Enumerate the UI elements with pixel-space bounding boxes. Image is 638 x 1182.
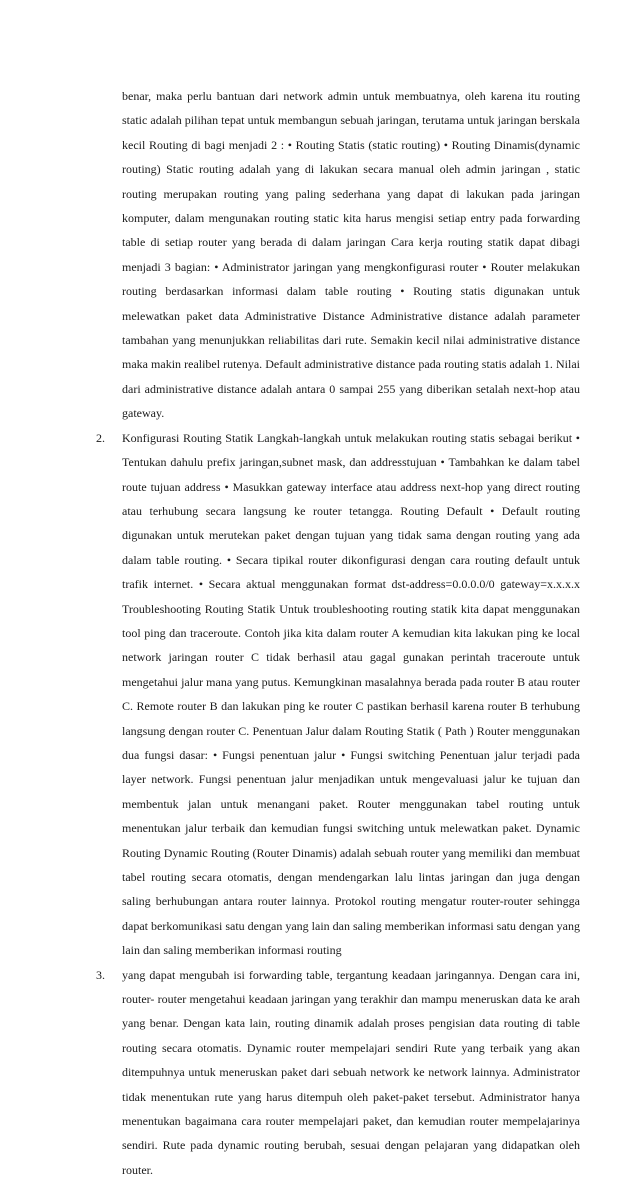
list-item-text: yang dapat mengubah isi forwarding table, tergantung keadaan jaringannya. Dengan cara ini, router- router mengetahui keadaan jaringan yang terakhir dan mampu meneruskan data ke arah yang benar. Dengan kata lain, routing dinamik adalah proses pengisian data routing di table routing secara otomatis. Dynamic router mempelajari sendiri Rute yang terbaik yang akan ditempuhnya untuk meneruskan paket dari sebuah network ke network lainnya. Administrator tidak menentukan rute yang harus ditempuh oleh paket-paket tersebut. Administrator hanya menentukan bagaimana cara router mempelajari paket, dan kemudian router mempelajarinya sendiri. Rute pada dynamic routing berubah, sesuai dengan pelajaran yang didapatkan oleh router. xyxy=(122,967,580,1177)
numbered-list xyxy=(96,426,580,1182)
document-body xyxy=(96,84,580,1182)
list-item-3 xyxy=(96,963,580,1182)
list-item-text: Konfigurasi Routing Statik Langkah-langkah untuk melakukan routing statis sebagai berikut • Tentukan dahulu prefix jaringan,subnet mask, dan addresstujuan • Tambahkan ke dalam tabel route tujuan address • Masukkan gateway interface atau address next-hop yang direct routing atau terhubung secara langsung ke router tetangga. Routing Default • Default routing digunakan untuk merutekan paket dengan tujuan yang tidak sama dengan routing yang ada dalam table routing. • Secara tipikal router dikonfigurasi dengan cara routing default untuk trafik internet. • Secara aktual menggunakan format dst-address=0.0.0.0/0 gateway=x.x.x.x Troubleshooting Routing Statik Untuk troubleshooting routing statik kita dapat menggunakan tool ping dan traceroute. Contoh jika kita dalam router A kemudian kita lakukan ping ke local network jaringan router C tidak berhasil atau gagal gunakan perintah traceroute untuk mengetahui jalur mana yang putus. Kemungkinan masalahnya berada pada router B atau router C. Remote router B dan lakukan ping ke router C pastikan berhasil karena router B terhubung langsung dengan router C. Penentuan Jalur dalam Routing Statik ( Path ) Router menggunakan dua fungsi dasar: • Fungsi penentuan jalur • Fungsi switching Penentuan jalur terjadi pada layer network. Fungsi penentuan jalur menjadikan untuk mengevaluasi jalur ke tujuan dan membentuk jalan untuk menangani paket. Router menggunakan tabel routing untuk menentukan jalur terbaik dan kemudian fungsi switching untuk melewatkan paket. Dynamic Routing Dynamic Routing (Router Dinamis) adalah sebuah router yang memiliki dan membuat tabel routing secara otomatis, dengan mendengarkan lalu lintas jaringan dan juga dengan saling berhubungan antara router lainnya. Protokol routing mengatur router-router sehingga dapat berkomunikasi satu dengan yang lain dan saling memberikan informasi satu dengan yang lain dan saling memberikan informasi routing xyxy=(122,430,580,958)
list-item-2 xyxy=(96,426,580,963)
list-number: 2. xyxy=(96,430,105,445)
list-number: 3. xyxy=(96,967,105,982)
intro-paragraph: benar, maka perlu bantuan dari network admin untuk membuatnya, oleh karena itu routing static adalah pilihan tepat untuk membangun sebuah jaringan, terutama untuk jaringan berskala kecil Routing di bagi menjadi 2 : • Routing Statis (static routing) • Routing Dinamis(dynamic routing) Static routing adalah yang di lakukan secara manual oleh admin jaringan , static routing merupakan routing yang paling sederhana yang dapat di lakukan pada jaringan komputer, dalam mengunakan routing static kita harus mengisi setiap entry pada forwarding table di setiap router yang berada di dalam jaringan Cara kerja routing statik dapat dibagi menjadi 3 bagian: • Administrator jaringan yang mengkonfigurasi router • Router melakukan routing berdasarkan informasi dalam table routing • Routing statis digunakan untuk melewatkan paket data Administrative Distance Administrative distance adalah parameter tambahan yang menunjukkan reliabilitas dari rute. Semakin kecil nilai administrative distance maka makin realibel rutenya. Default administrative distance pada routing statis adalah 1. Nilai dari administrative distance adalah antara 0 sampai 255 yang diberikan setalah next-hop atau gateway. xyxy=(122,89,580,421)
